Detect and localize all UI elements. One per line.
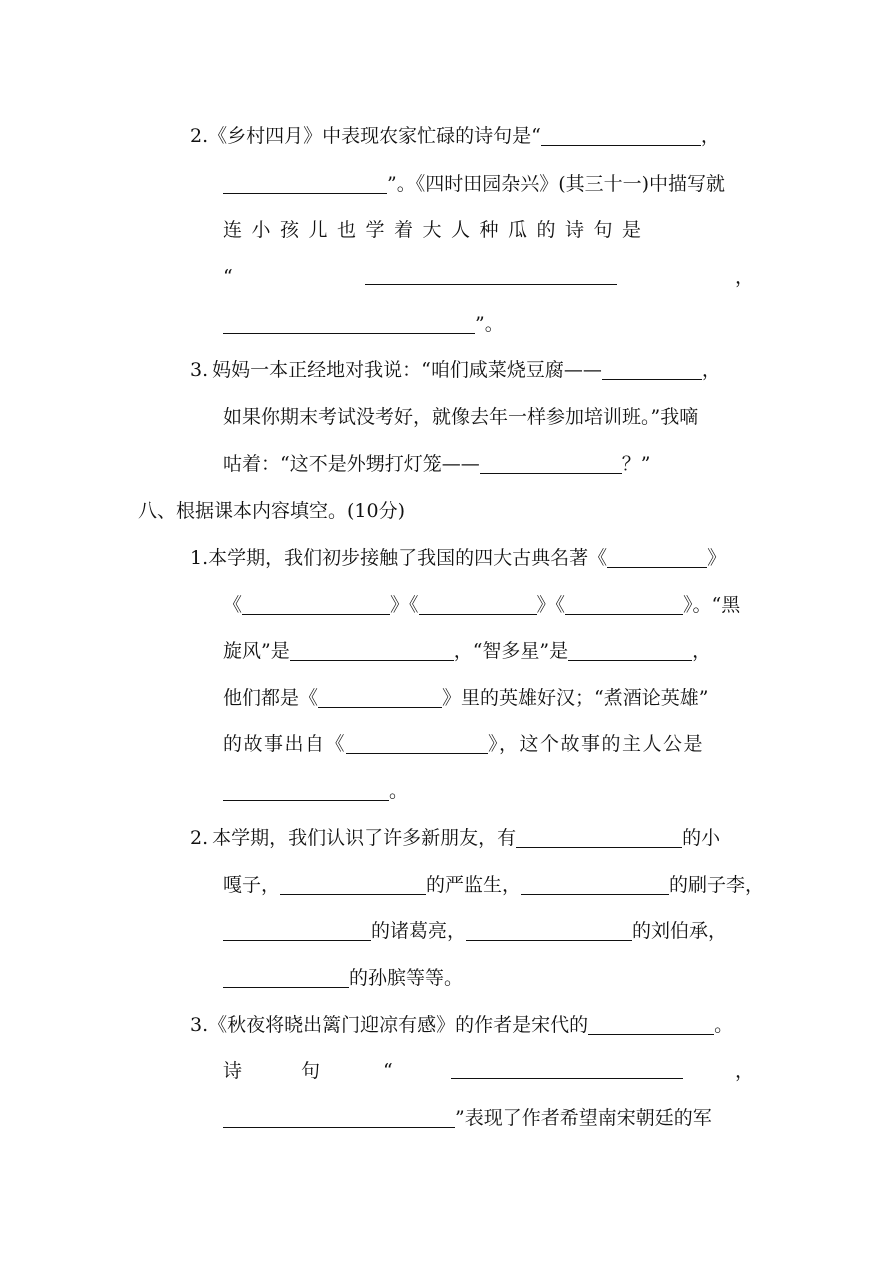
q8-item1-line3 bbox=[223, 636, 711, 666]
q7-item2-number: 2. bbox=[190, 125, 209, 147]
answer-blank[interactable] bbox=[223, 313, 475, 334]
answer-blank[interactable] bbox=[521, 874, 669, 895]
question-text: 《秋夜将晓出篱门迎凉有感》的作者是宋代的 bbox=[208, 1014, 589, 1036]
q7-item3-line2 bbox=[223, 402, 698, 432]
punctuation: ， bbox=[735, 1060, 755, 1082]
q7-item3-number: 3. bbox=[190, 359, 209, 381]
punctuation: 》 bbox=[707, 547, 727, 569]
question-text: ”。《四时田园杂兴》(其三十一)中描写就 bbox=[387, 173, 726, 195]
punctuation: 》《 bbox=[390, 594, 419, 616]
answer-blank[interactable] bbox=[541, 125, 701, 146]
question-text: 的刷子李， bbox=[669, 874, 765, 896]
punctuation: 。 bbox=[714, 1014, 734, 1036]
answer-blank[interactable] bbox=[568, 640, 692, 661]
question-text: ，“智多星”是 bbox=[453, 640, 569, 662]
answer-blank[interactable] bbox=[466, 920, 632, 941]
question-text: 《乡村四月》中表现农家忙碌的诗句是“ bbox=[208, 125, 541, 147]
answer-blank[interactable] bbox=[290, 640, 454, 661]
punctuation: ， bbox=[692, 640, 712, 662]
punctuation: ”。 bbox=[475, 313, 504, 335]
answer-blank[interactable] bbox=[318, 687, 442, 708]
question-text: 咕着：“这不是外甥打灯笼—— bbox=[223, 453, 480, 475]
q8-item2-line2 bbox=[223, 870, 764, 900]
q8-item3-line1 bbox=[190, 1010, 733, 1040]
q8-item2-line1 bbox=[190, 823, 720, 853]
answer-blank[interactable] bbox=[223, 967, 349, 988]
punctuation: 》《 bbox=[536, 594, 566, 616]
question-text: 妈妈一本正经地对我说：“咱们咸菜烧豆腐—— bbox=[212, 359, 602, 381]
answer-blank[interactable] bbox=[516, 827, 682, 848]
q8-item2-line3 bbox=[223, 916, 727, 946]
q8-item1-number: 1. bbox=[190, 547, 209, 569]
answer-blank[interactable] bbox=[588, 1014, 714, 1035]
question-text: 句 bbox=[301, 1060, 321, 1082]
question-text: 本学期，我们认识了许多新朋友，有 bbox=[212, 827, 517, 849]
question-text: ”表现了作者希望南宋朝廷的军 bbox=[455, 1107, 712, 1129]
answer-blank[interactable] bbox=[365, 264, 617, 285]
question-text: 的刘伯承， bbox=[632, 920, 728, 942]
q8-item3-line2 bbox=[223, 1056, 753, 1086]
answer-blank[interactable] bbox=[223, 1107, 455, 1128]
question-text: 如果你期末考试没考好，就像去年一样参加培训班。”我嘀 bbox=[223, 406, 699, 428]
answer-blank[interactable] bbox=[280, 874, 426, 895]
punctuation: ， bbox=[701, 359, 721, 381]
q8-item3-line3 bbox=[223, 1103, 712, 1133]
answer-blank[interactable] bbox=[607, 547, 707, 568]
punctuation: ？” bbox=[621, 453, 651, 475]
question-text: 》，这个故事的主人公是 bbox=[488, 733, 705, 755]
q8-item1-line2 bbox=[223, 590, 740, 620]
question-text: 连小孩儿也学着大人种瓜的诗句是 bbox=[223, 219, 651, 241]
q7-item3-line3 bbox=[223, 449, 650, 479]
answer-blank[interactable] bbox=[346, 733, 488, 754]
answer-blank[interactable] bbox=[223, 173, 387, 194]
question-text: 本学期，我们初步接触了我国的四大古典名著《 bbox=[208, 547, 608, 569]
answer-blank[interactable] bbox=[602, 359, 702, 380]
q7-item2-line2 bbox=[223, 169, 725, 199]
answer-blank[interactable] bbox=[223, 780, 389, 801]
answer-blank[interactable] bbox=[242, 594, 390, 615]
q8-item2-line4 bbox=[223, 963, 463, 993]
question-text: 旋风”是 bbox=[223, 640, 290, 662]
answer-blank[interactable] bbox=[565, 594, 683, 615]
punctuation: 。 bbox=[389, 780, 409, 802]
question-text: 嘎子， bbox=[223, 874, 281, 896]
q8-item2-number: 2. bbox=[190, 827, 209, 849]
q8-item1-line4 bbox=[223, 683, 708, 713]
question-text: 的诸葛亮， bbox=[371, 920, 467, 942]
answer-blank[interactable] bbox=[480, 453, 622, 474]
q7-item2-line1 bbox=[190, 121, 720, 151]
punctuation: ， bbox=[700, 125, 720, 147]
question-text: 》。“黑 bbox=[683, 594, 741, 616]
q7-item2-line4 bbox=[223, 262, 753, 292]
question-text: 的孙膑等等。 bbox=[349, 967, 464, 989]
q7-item2-line5 bbox=[223, 309, 504, 339]
question-text: 》里的英雄好汉；“煮酒论英雄” bbox=[442, 687, 709, 709]
punctuation: 《 bbox=[223, 594, 243, 616]
answer-blank[interactable] bbox=[223, 920, 371, 941]
question-text: 他们都是《 bbox=[223, 687, 319, 709]
punctuation: ， bbox=[735, 266, 755, 288]
punctuation: “ bbox=[383, 1060, 393, 1082]
punctuation: “ bbox=[223, 266, 233, 288]
q8-item3-number: 3. bbox=[190, 1014, 209, 1036]
q8-item1-line5 bbox=[223, 729, 704, 759]
question-text: 的小 bbox=[682, 827, 721, 849]
answer-blank[interactable] bbox=[419, 594, 537, 615]
q7-item2-line3 bbox=[223, 215, 651, 245]
question-text: 诗 bbox=[223, 1060, 243, 1082]
answer-blank[interactable] bbox=[451, 1058, 683, 1079]
section-8-heading: 八、根据课本内容填空。(10分) bbox=[138, 500, 406, 522]
question-text: 的严监生， bbox=[426, 874, 522, 896]
q7-item3-line1 bbox=[190, 355, 721, 385]
q8-item1-line6 bbox=[223, 776, 408, 806]
q8-item1-line1 bbox=[190, 543, 726, 573]
question-text: 的故事出自《 bbox=[223, 733, 347, 755]
